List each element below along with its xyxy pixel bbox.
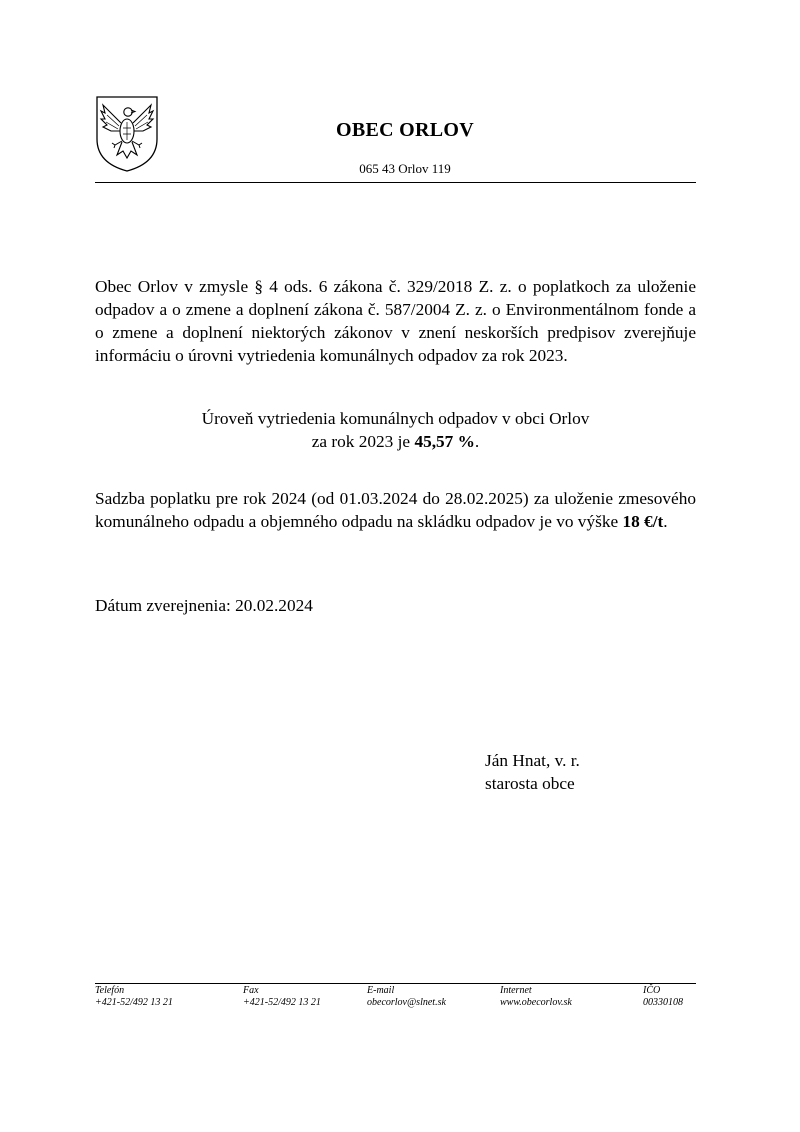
footer-email-value: obecorlov@slnet.sk (367, 997, 446, 1008)
header-divider (95, 182, 696, 183)
sorting-level-line2 (95, 430, 696, 453)
footer-internet-label: Internet (500, 985, 532, 996)
footer-phone (95, 985, 173, 1009)
sorting-level-suffix: . (474, 432, 480, 451)
footer-internet-value: www.obecorlov.sk (500, 997, 572, 1008)
fee-rate-paragraph (95, 487, 696, 533)
footer-ico (643, 985, 683, 1009)
footer-fax-value: +421-52/492 13 21 (243, 997, 321, 1008)
footer-divider (95, 983, 696, 984)
sorting-level-prefix: za rok 2023 je (311, 432, 415, 451)
fee-rate-suffix: . (663, 512, 668, 531)
sorting-level-value: 45,57 % (414, 432, 475, 451)
municipality-title: OBEC ORLOV (335, 119, 475, 141)
footer-email-label: E-mail (367, 985, 395, 996)
fee-rate-value: 18 €/t (622, 512, 664, 531)
fee-rate-text: Sadzba poplatku pre rok 2024 (od 01.03.2024 do 28.02.2025) za uloženie zmesového komunálneho odpadu a objemného odpadu na skládku odpadov je vo výške (95, 489, 696, 531)
municipality-address: 065 43 Orlov 119 (359, 161, 451, 176)
signatory-name: Ján Hnat, v. r. (485, 751, 580, 770)
footer-fax-label: Fax (243, 985, 259, 996)
footer-phone-value: +421-52/492 13 21 (95, 997, 173, 1008)
footer-fax (243, 985, 321, 1009)
sorting-level-statement (95, 407, 696, 453)
footer-email (367, 985, 446, 1009)
footer-ico-value: 00330108 (643, 997, 683, 1008)
signatory-role: starosta obce (485, 774, 575, 793)
publication-date: Dátum zverejnenia: 20.02.2024 (95, 596, 313, 615)
footer-internet (500, 985, 572, 1009)
footer-ico-label: IČO (643, 985, 661, 996)
sorting-level-line1: Úroveň vytriedenia komunálnych odpadov v obci Orlov (201, 409, 590, 428)
footer-phone-label: Telefón (95, 985, 125, 996)
intro-paragraph: Obec Orlov v zmysle § 4 ods. 6 zákona č. 329/2018 Z. z. o poplatkoch za uloženie odpadov a o zmene a doplnení zákona č. 587/2004 Z. z. o Environmentálnom fonde a o zmene a doplnení niektorých zákonov v znení neskorších predpisov zverejňuje informáciu o úrovni vytriedenia komunálnych odpadov za rok 2023. (95, 277, 696, 365)
signature-block (485, 749, 580, 795)
